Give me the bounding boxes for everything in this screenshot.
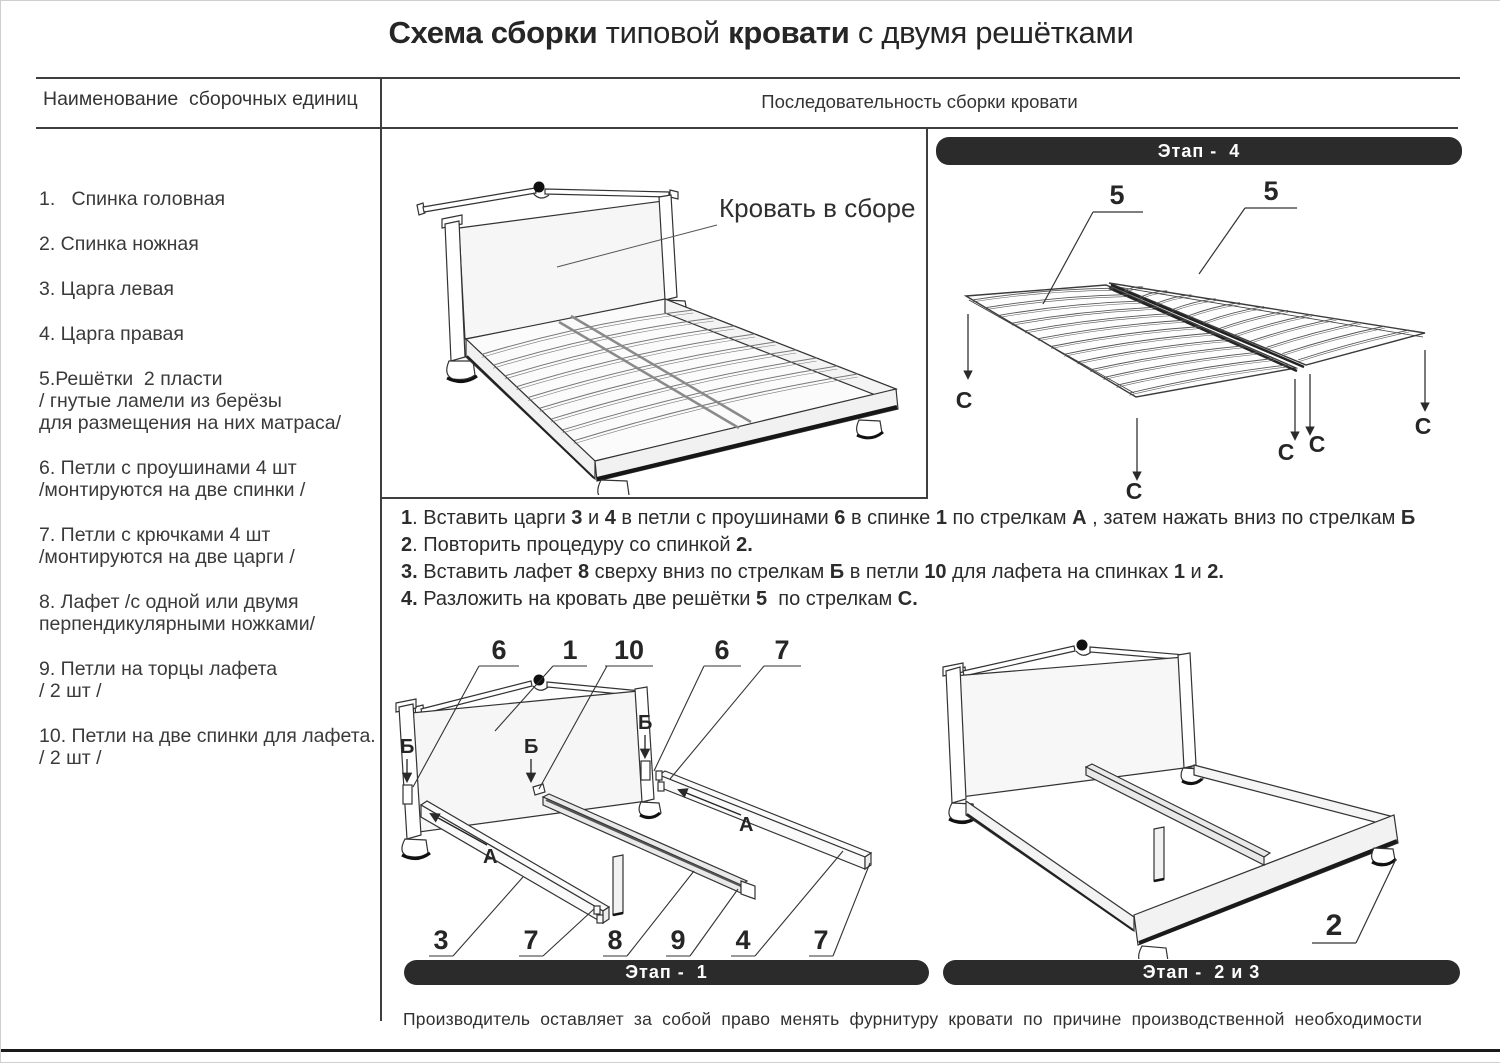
callout-part-1: 1 — [562, 635, 578, 665]
instruction-step-3: 3. Вставить лафет 8 сверху вниз по стрелкам Б в петли 10 для лафета на спинках 1 и 2. — [401, 561, 1224, 583]
callout-part-7c: 7 — [813, 925, 829, 955]
callout-part-4: 4 — [735, 925, 751, 955]
part-6-note: /монтируются на две спинки / — [39, 479, 306, 501]
overview-cell-bottom-border — [380, 497, 928, 499]
part-3: 3. Царга левая — [39, 278, 174, 300]
part-5-note1: / гнутые ламели из берёзы — [39, 390, 282, 412]
list-item — [39, 233, 384, 255]
stage-1-banner: Этап - 1 — [404, 960, 929, 985]
list-item — [39, 188, 384, 210]
list-item — [39, 323, 384, 345]
stage-2-3-drawing — [936, 619, 1461, 959]
manufacturer-disclaimer: Производитель оставляет за собой право менять фурнитуру кровати по причине производственной необходимости — [403, 1009, 1423, 1029]
part-4: 4. Царга правая — [39, 323, 184, 345]
callout-part-6b: 6 — [714, 635, 730, 665]
instruction-step-1: 1. Вставить царги 3 и 4 в петли с проушинами 6 в спинке 1 по стрелкам А , затем нажать вниз по стрелкам Б — [401, 507, 1416, 529]
arrow-c-label: С — [955, 387, 973, 413]
arrow-c-label: С — [1277, 439, 1295, 465]
instruction-step-4: 4. Разложить на кровать две решётки 5 по стрелкам С. — [401, 588, 918, 610]
list-item — [39, 658, 384, 702]
lafet-leg-part9 — [613, 855, 623, 915]
overview-cell-right-border — [926, 127, 928, 499]
part-9-note: / 2 шт / — [39, 680, 102, 702]
assembly-instructions — [401, 505, 1463, 613]
bottom-border — [1, 1049, 1500, 1052]
callout-part-6: 6 — [491, 635, 507, 665]
headboard-ornament-icon — [1077, 640, 1088, 651]
list-item — [39, 278, 384, 300]
part-6: 6. Петли с проушинами 4 шт — [39, 457, 297, 479]
part-5-label-left: 5 — [1109, 180, 1125, 210]
stage-4-drawing — [931, 166, 1461, 501]
page-title: Схема сборки типовой кровати с двумя решётками — [388, 15, 1134, 50]
list-item — [39, 524, 384, 568]
part-1: 1. Спинка головная — [39, 188, 226, 210]
list-item — [39, 368, 384, 434]
list-item — [39, 591, 384, 635]
part-5-label-right: 5 — [1263, 176, 1279, 206]
part-8-note: перпендикулярными ножками/ — [39, 613, 316, 635]
assembled-bed-caption: Кровать в сборе — [719, 193, 916, 223]
list-item — [39, 725, 384, 769]
callout-part-7a: 7 — [774, 635, 790, 665]
part-5-callouts — [1043, 176, 1297, 304]
callout-part-10: 10 — [613, 635, 645, 665]
part-10: 10. Петли на две спинки для лафета. — [39, 725, 376, 747]
part-7-note: /монтируются на две царги / — [39, 546, 295, 568]
callout-part-2: 2 — [1325, 909, 1343, 942]
part-5: 5.Решётки 2 пласти — [39, 368, 223, 390]
arrow-c-label: С — [1414, 413, 1432, 439]
arrow-b-label: Б — [524, 736, 539, 758]
part-10-note: / 2 шт / — [39, 747, 102, 769]
arrow-b-label: Б — [638, 712, 653, 734]
part-9: 9. Петли на торцы лафета — [39, 658, 278, 680]
stage-2-3-banner: Этап - 2 и 3 — [943, 960, 1460, 985]
callout-part-7b: 7 — [523, 925, 539, 955]
callout-part-9: 9 — [670, 925, 686, 955]
arrow-a-label: А — [739, 814, 754, 836]
right-column-header: Последовательность сборки кровати — [761, 91, 1078, 112]
frame-headboard — [943, 640, 1203, 823]
arrow-a-label: А — [483, 846, 498, 868]
callout-part-8: 8 — [607, 925, 623, 955]
callout-part-3: 3 — [433, 925, 449, 955]
divider-under-title — [36, 77, 1460, 79]
part-8: 8. Лафет /с одной или двумя — [39, 591, 299, 613]
headboard-ornament-icon — [534, 675, 545, 686]
arrow-c-label: С — [1308, 431, 1326, 457]
list-item — [39, 457, 384, 501]
assembled-bed-drawing — [387, 131, 923, 495]
stage-1-drawing — [391, 619, 927, 959]
parts-list — [39, 188, 384, 792]
arrow-b-label: Б — [400, 736, 415, 758]
frame-lafet-leg — [1154, 827, 1164, 881]
stage-4-banner: Этап - 4 — [936, 137, 1462, 165]
headboard-ornament-icon — [534, 182, 545, 193]
part-5-note2: для размещения на них матраса/ — [39, 412, 342, 434]
instruction-step-2: 2. Повторить процедуру со спинкой 2. — [401, 534, 753, 556]
part-7: 7. Петли с крючками 4 шт — [39, 524, 271, 546]
part-2: 2. Спинка ножная — [39, 233, 199, 255]
tsarga-right-part4 — [656, 771, 871, 869]
arrow-c-label: С — [1125, 478, 1143, 501]
left-column-header: Наименование сборочных единиц — [43, 88, 358, 110]
divider-under-headers — [36, 127, 1458, 129]
